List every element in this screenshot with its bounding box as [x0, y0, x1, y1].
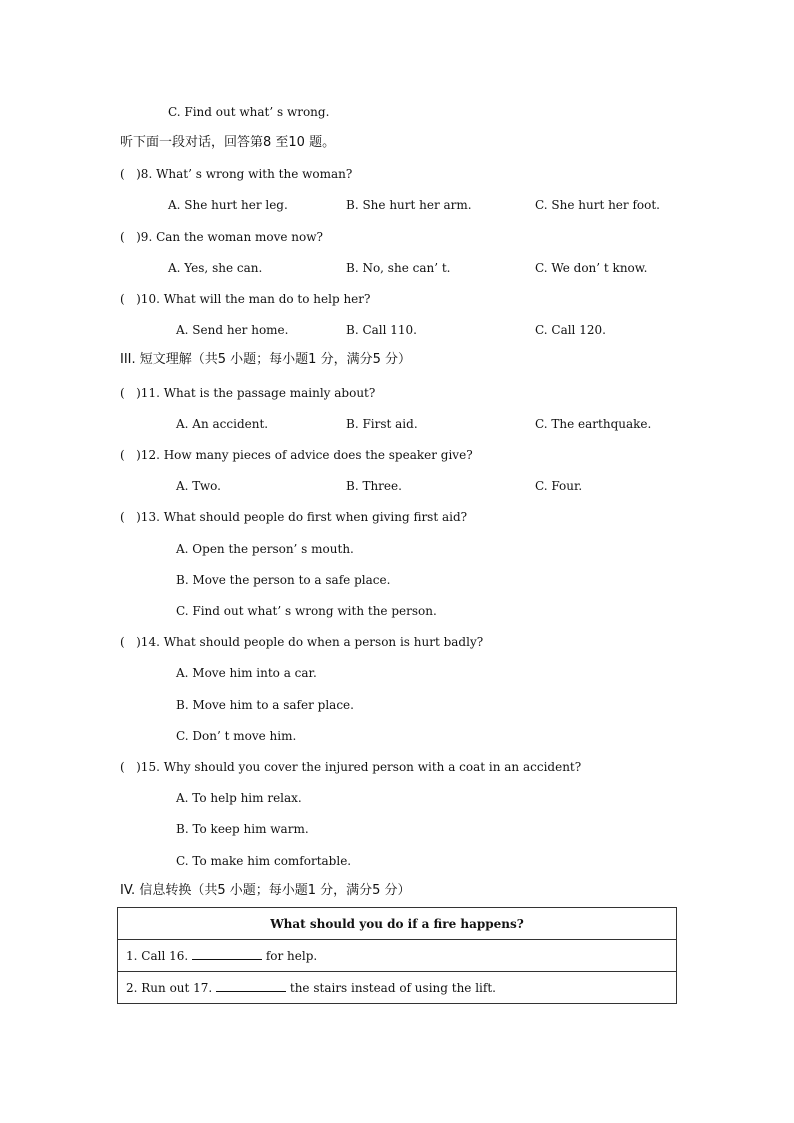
- q8-option-b: B. She hurt her arm.: [346, 198, 472, 212]
- q15-option-a: A. To help him relax.: [176, 791, 302, 805]
- q11-stem: ( )11. What is the passage mainly about?: [120, 386, 376, 400]
- q8-stem: ( )8. What’ s wrong with the woman?: [120, 167, 353, 181]
- answer-blank-16[interactable]: [192, 948, 262, 960]
- table-row: [118, 908, 677, 940]
- q13-option-b: B. Move the person to a safe place.: [176, 573, 391, 587]
- q8-option-c: C. She hurt her foot.: [535, 198, 660, 212]
- row1-text-before: 1. Call 16.: [126, 949, 192, 963]
- q7-option-c: C. Find out what’ s wrong.: [168, 105, 330, 119]
- row2-text-before: 2. Run out 17.: [126, 981, 217, 995]
- q13-option-a: A. Open the person’ s mouth.: [176, 542, 354, 556]
- q14-option-b: B. Move him to a safer place.: [176, 698, 354, 712]
- q13-option-c: C. Find out what’ s wrong with the person.: [176, 604, 437, 618]
- row2-text-after: the stairs instead of using the lift.: [286, 981, 496, 995]
- q15-stem: ( )15. Why should you cover the injured person with a coat in an accident?: [120, 760, 582, 774]
- q10-option-a: A. Send her home.: [176, 323, 289, 337]
- answer-blank-17[interactable]: [216, 980, 286, 992]
- q11-option-b: B. First aid.: [346, 417, 418, 431]
- fire-info-table: [117, 907, 677, 1004]
- q12-stem: ( )12. How many pieces of advice does the speaker give?: [120, 448, 473, 462]
- table-row: [118, 940, 677, 972]
- q10-stem: ( )10. What will the man do to help her?: [120, 292, 371, 306]
- q14-stem: ( )14. What should people do when a person is hurt badly?: [120, 635, 484, 649]
- table-cell-row1: [118, 940, 677, 972]
- section-4-heading: IV. 信息转换（共5 小题；每小题1 分，满分5 分）: [120, 883, 411, 898]
- q9-option-b: B. No, she can’ t.: [346, 261, 451, 275]
- q9-option-a: A. Yes, she can.: [168, 261, 263, 275]
- q12-option-b: B. Three.: [346, 479, 402, 493]
- q14-option-c: C. Don’ t move him.: [176, 729, 297, 743]
- q11-option-c: C. The earthquake.: [535, 417, 652, 431]
- q8-option-a: A. She hurt her leg.: [168, 198, 288, 212]
- q9-stem: ( )9. Can the woman move now?: [120, 230, 323, 244]
- table-header: What should you do if a fire happens?: [118, 908, 677, 940]
- q15-option-c: C. To make him comfortable.: [176, 854, 352, 868]
- q9-option-c: C. We don’ t know.: [535, 261, 648, 275]
- q10-option-c: C. Call 120.: [535, 323, 606, 337]
- q14-option-a: A. Move him into a car.: [176, 666, 317, 680]
- q11-option-a: A. An accident.: [176, 417, 269, 431]
- q15-option-b: B. To keep him warm.: [176, 822, 309, 836]
- section-3-heading: III. 短文理解（共5 小题；每小题1 分，满分5 分）: [120, 352, 411, 367]
- table-cell-row2: [118, 972, 677, 1004]
- q13-stem: ( )13. What should people do first when giving first aid?: [120, 510, 468, 524]
- table-row: [118, 972, 677, 1004]
- q12-option-a: A. Two.: [176, 479, 221, 493]
- section-listening-instruction: 听下面一段对话，回答第8 至10 题。: [120, 135, 336, 150]
- q10-option-b: B. Call 110.: [346, 323, 417, 337]
- q12-option-c: C. Four.: [535, 479, 583, 493]
- row1-text-after: for help.: [262, 949, 318, 963]
